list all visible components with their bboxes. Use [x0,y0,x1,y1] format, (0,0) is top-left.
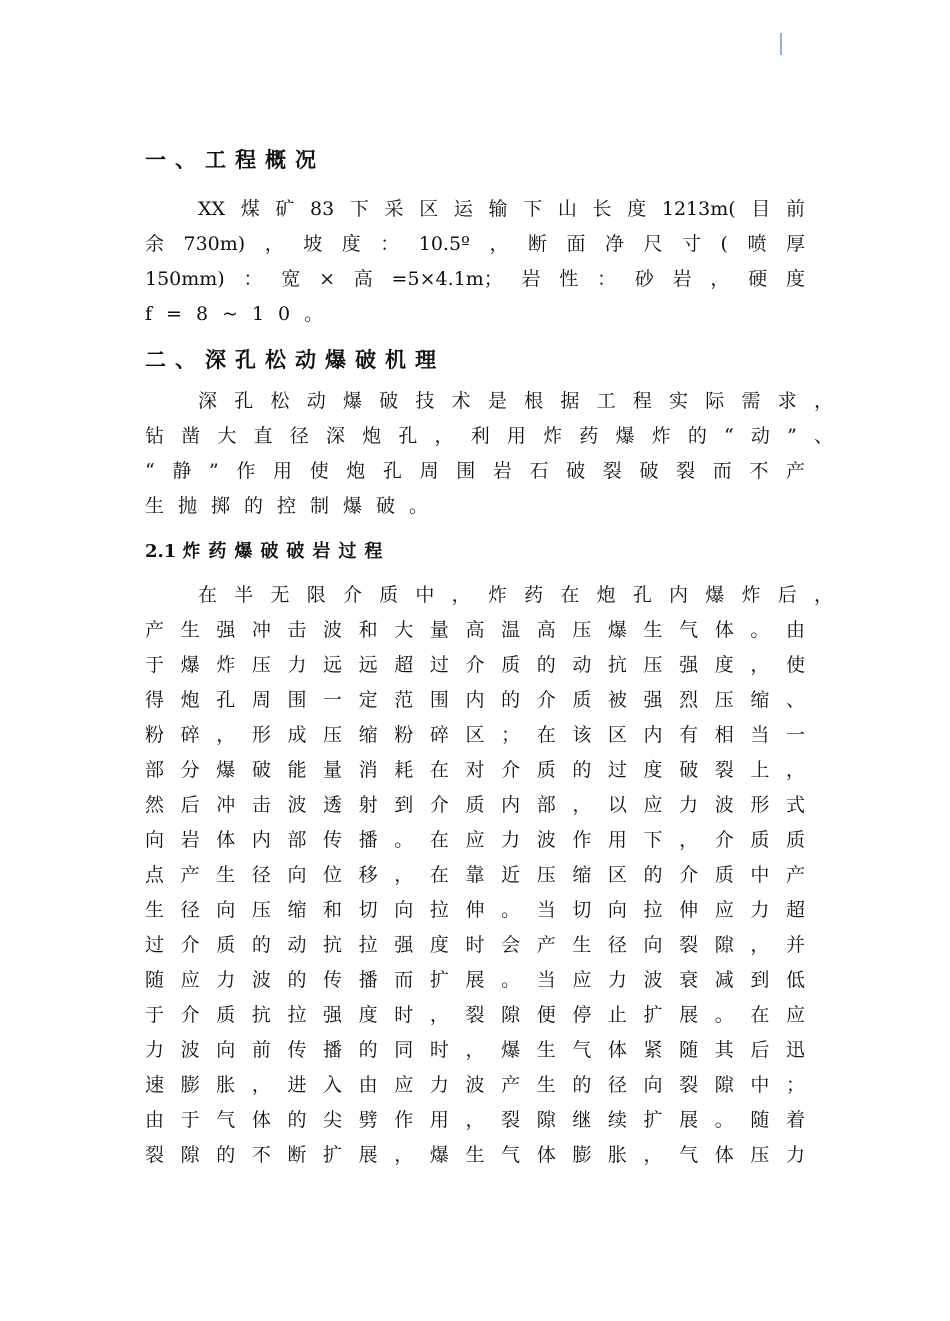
text-line: 由于气体的尖劈作用，裂隙继续扩展。随着 [145,1109,805,1131]
section-1-paragraph [145,192,805,332]
section-2-heading: 二、深孔松动爆破机理 [145,348,445,372]
text-line: 于介质抗拉强度时，裂隙便停止扩展。在应 [145,1004,805,1026]
text-line: 部分爆破能量消耗在对介质的过度破裂上， [145,759,805,781]
text-line: 粉碎，形成压缩粉碎区；在该区内有相当一 [145,724,805,746]
text-line: 于爆炸压力远远超过介质的动抗压强度，使 [145,654,805,676]
document-body [145,140,833,1173]
text-line: 生径向压缩和切向拉伸。当切向拉伸应力超 [145,899,805,921]
text-line: 力波向前传播的同时，爆生气体紧随其后迅 [145,1039,805,1061]
text-line: 钻凿大直径深炮孔，利用炸药爆炸的“动”、 [145,425,833,447]
section-2-paragraph [145,384,833,524]
text-line: 余730m)，坡度：10.5º，断面净尺寸(喷厚 [145,233,805,255]
text-line: 速膨胀，进入由应力波产生的径向裂隙中； [145,1074,805,1096]
subsection-title: 炸药爆破破岩过程 [182,541,391,562]
text-line: 深孔松动爆破技术是根据工程实际需求， [198,390,833,412]
text-line: 裂隙的不断扩展，爆生气体膨胀，气体压力 [145,1144,805,1166]
text-line: 在半无限介质中，炸药在炮孔内爆炸后， [198,584,833,606]
text-line: 生抛掷的控制爆破。 [145,495,443,517]
subsection-2-1-paragraph [145,578,833,1173]
text-line: 得炮孔周围一定范围内的介质被强烈压缩、 [145,689,805,711]
subsection-2-1-heading [145,534,805,570]
text-line: 向岩体内部传播。在应力波作用下，介质质 [145,829,805,851]
text-line: 随应力波的传播而扩展。当应力波衰减到低 [145,969,805,991]
text-line: 产生强冲击波和大量高温高压爆生气体。由 [145,619,805,641]
text-line: 然后冲击波透射到介质内部，以应力波形式 [145,794,805,816]
text-line: 过介质的动抗拉强度时会产生径向裂隙，并 [145,934,805,956]
text-line: XX煤矿83下采区运输下山长度1213m(目前 [198,198,805,220]
text-line: f=8~10。 [145,303,338,325]
section-1-heading: 一、工程概况 [145,148,325,172]
corner-mark [780,33,782,55]
subsection-number: 2.1 [145,541,177,562]
text-line: 点产生径向位移，在靠近压缩区的介质中产 [145,864,805,886]
text-line: 150mm)：宽×高=5×4.1m；岩性：砂岩，硬度 [145,268,805,290]
text-line: “静”作用使炮孔周围岩石破裂破裂而不产 [145,460,805,482]
